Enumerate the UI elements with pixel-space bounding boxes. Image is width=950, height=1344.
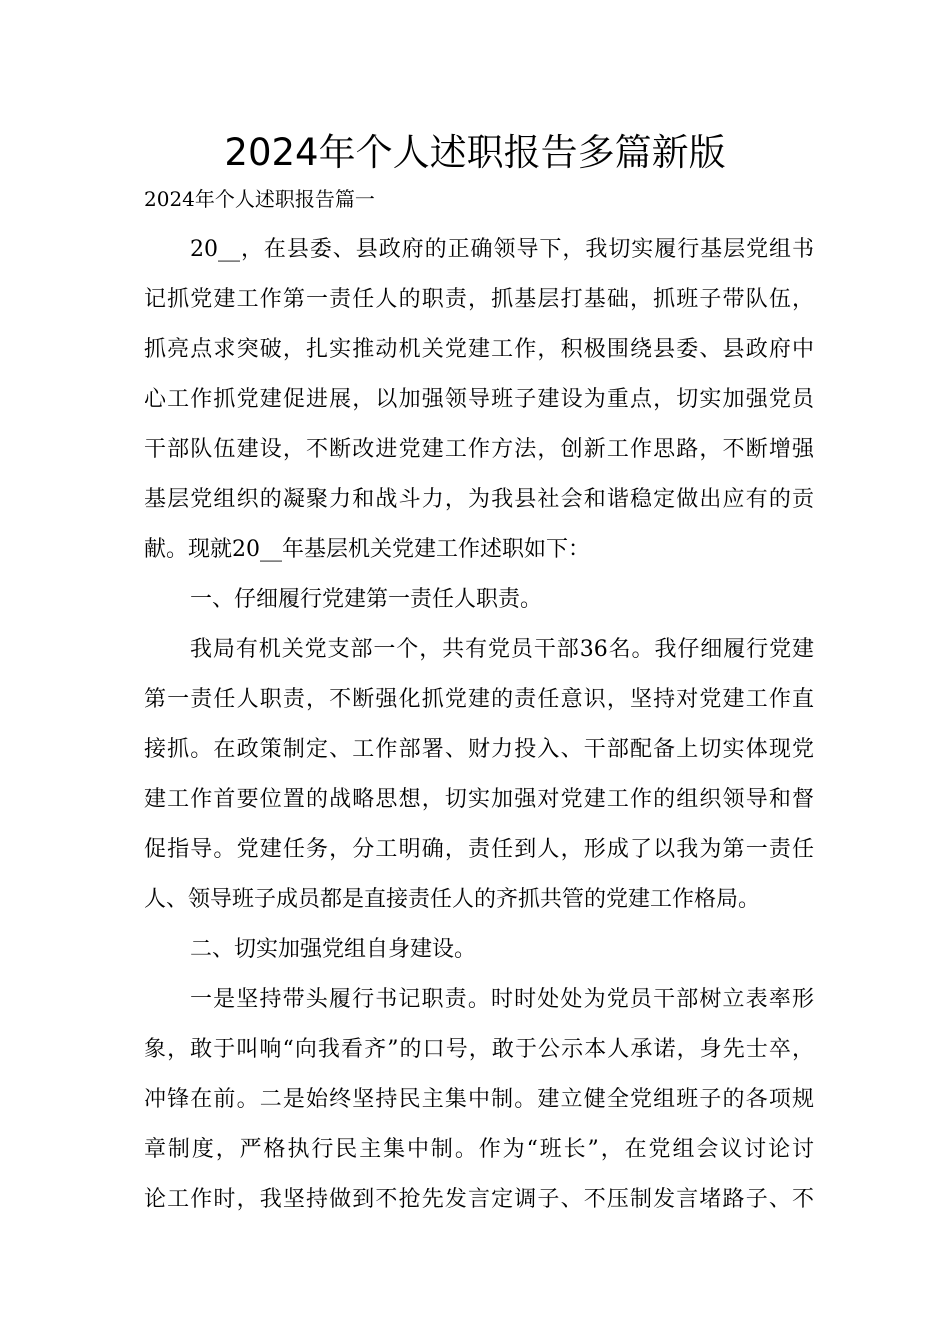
paragraph-line: 基层党组织的凝聚力和战斗力，为我县社会和谐稳定做出应有的贡 [144,487,814,512]
paragraph-line: 促指导。党建任务，分工明确，责任到人，形成了以我为第一责任 [144,837,814,862]
paragraph-line: 心工作抓党建促进展，以加强领导班子建设为重点，切实加强党员 [144,387,814,412]
paragraph-line: 干部队伍建设，不断改进党建工作方法，创新工作思路，不断增强 [144,437,814,462]
paragraph-line: 象，敢于叫响“向我看齐”的口号，敢于公示本人承诺，身先士卒， [144,1037,814,1062]
paragraph-line: 记抓党建工作第一责任人的职责，抓基层打基础，抓班子带队伍， [144,287,814,312]
document-title: 2024年个人述职报告多篇新版 [224,131,726,174]
section-heading: 二、切实加强党组自身建设。 [190,937,477,962]
paragraph-line: 一是坚持带头履行书记职责。时时处处为党员干部树立表率形 [190,987,814,1012]
paragraph-line: 章制度，严格执行民主集中制。作为“班长”，在党组会议讨论讨 [144,1137,814,1162]
paragraph-line: 献。现就20__年基层机关党建工作述职如下： [144,537,590,562]
paragraph-line: 我局有机关党支部一个，共有党员干部36名。我仔细履行党建 [190,637,814,662]
paragraph-line: 20__，在县委、县政府的正确领导下，我切实履行基层党组书 [190,237,814,262]
paragraph-line: 接抓。在政策制定、工作部署、财力投入、干部配备上切实体现党 [144,737,814,762]
paragraph-line: 抓亮点求突破，扎实推动机关党建工作，积极围绕县委、县政府中 [144,337,814,362]
section-heading: 一、仔细履行党建第一责任人职责。 [190,587,543,612]
paragraph-line: 人、领导班子成员都是直接责任人的齐抓共管的党建工作格局。 [144,887,761,912]
paragraph-line: 冲锋在前。二是始终坚持民主集中制。建立健全党组班子的各项规 [144,1087,814,1112]
paragraph-line: 第一责任人职责，不断强化抓党建的责任意识，坚持对党建工作直 [144,687,814,712]
section-heading: 2024年个人述职报告篇一 [144,187,375,211]
paragraph-line: 建工作首要位置的战略思想，切实加强对党建工作的组织领导和督 [144,787,814,812]
paragraph-line: 论工作时，我坚持做到不抢先发言定调子、不压制发言堵路子、不 [144,1187,814,1212]
